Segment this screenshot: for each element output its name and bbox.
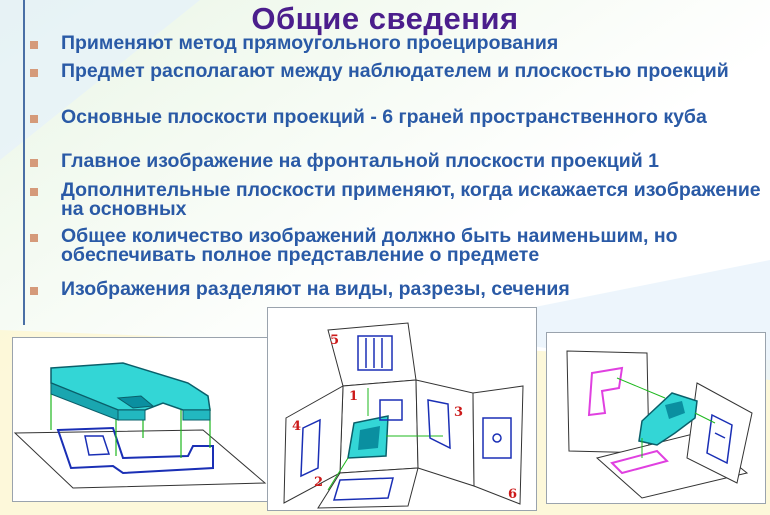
figure-auxiliary-projection <box>546 332 766 504</box>
bullet-item <box>28 227 768 265</box>
auxiliary-projection-illustration <box>547 333 765 503</box>
bullet-marker-icon <box>30 287 38 295</box>
face-number-6: 6 <box>508 487 518 502</box>
bullet-marker-icon <box>30 188 38 196</box>
bullet-text: Дополнительные плоскости применяют, когда искажается изображение на основных <box>61 179 761 220</box>
bullet-item <box>28 152 768 171</box>
face-number-1: 1 <box>349 389 359 404</box>
face-number-5: 5 <box>330 333 340 348</box>
bullet-item <box>28 62 768 81</box>
figure-six-projection-planes <box>267 307 537 511</box>
face-number-3: 3 <box>454 405 464 420</box>
bullet-item <box>28 108 768 127</box>
face-number-2: 2 <box>314 475 324 490</box>
bullet-marker-icon <box>30 69 38 77</box>
figure-horizontal-projection <box>12 337 270 502</box>
bullet-text: Главное изображение на фронтальной плоскости проекций 1 <box>61 150 659 172</box>
bullet-marker-icon <box>30 115 38 123</box>
bullet-text: Основные плоскости проекций - 6 граней пространственного куба <box>61 106 707 128</box>
bullet-text: Изображения разделяют на виды, разрезы, сечения <box>61 278 570 300</box>
horizontal-projection-illustration <box>13 338 269 501</box>
bullet-marker-icon <box>30 234 38 242</box>
bullet-text: Применяют метод прямоугольного проецирования <box>61 32 559 54</box>
unfolded-cube-illustration <box>268 308 536 510</box>
slide-title: Общие сведения <box>251 1 519 36</box>
bullet-text: Предмет располагают между наблюдателем и плоскостью проекций <box>61 60 729 82</box>
vertical-guide-line <box>23 0 25 325</box>
bullet-marker-icon <box>30 41 38 49</box>
bullet-item <box>28 280 768 299</box>
face-number-4: 4 <box>292 419 302 434</box>
bullet-item <box>28 181 768 219</box>
bullet-item <box>28 34 768 53</box>
bullet-text: Общее количество изображений должно быть наименьшим, но обеспечивать полное представление о предмете <box>61 225 678 266</box>
bullet-marker-icon <box>30 159 38 167</box>
